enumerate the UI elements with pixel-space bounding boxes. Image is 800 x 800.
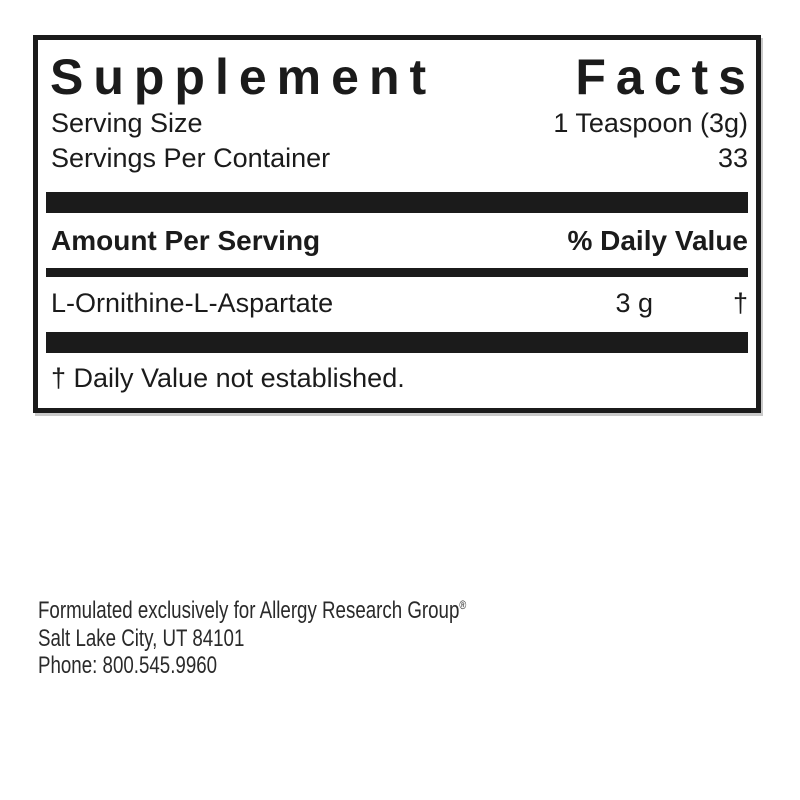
ingredient-row (46, 285, 748, 321)
serving-size-value: 1 Teaspoon (3g) (553, 108, 748, 138)
daily-value-header: % Daily Value (567, 225, 748, 256)
servings-per-container-label: Servings Per Container (51, 143, 331, 173)
distributor-text: Formulated exclusively for Allergy Research Group (38, 597, 460, 624)
supplement-facts-panel (33, 35, 761, 413)
servings-per-container-value: 33 (717, 143, 748, 173)
amount-per-serving-header: Amount Per Serving (51, 225, 321, 256)
servings-per-container-row (46, 141, 748, 176)
serving-size-label: Serving Size (51, 108, 203, 138)
serving-size-row (46, 106, 748, 141)
divider-bar-thick-bottom (46, 332, 748, 353)
address-line: Salt Lake City, UT 84101 (38, 624, 245, 652)
footnote: † Daily Value not established. (51, 363, 405, 393)
column-header-row (46, 221, 748, 261)
phone-line: Phone: 800.545.9960 (38, 652, 218, 679)
panel-title-word-supplement: Supplement (50, 49, 437, 105)
panel-title (46, 49, 756, 105)
registered-trademark-symbol: ® (459, 598, 467, 612)
ingredient-amount: 3 g (615, 288, 653, 318)
panel-title-word-facts: Facts (575, 49, 756, 105)
ingredient-daily-value: † (732, 288, 748, 318)
distributor-line (38, 597, 466, 625)
divider-bar-thin (46, 268, 748, 277)
ingredient-name: L-Ornithine-L-Aspartate (51, 288, 334, 318)
distributor-info (38, 597, 466, 680)
divider-bar-thick-top (46, 192, 748, 213)
serving-info (46, 106, 748, 176)
